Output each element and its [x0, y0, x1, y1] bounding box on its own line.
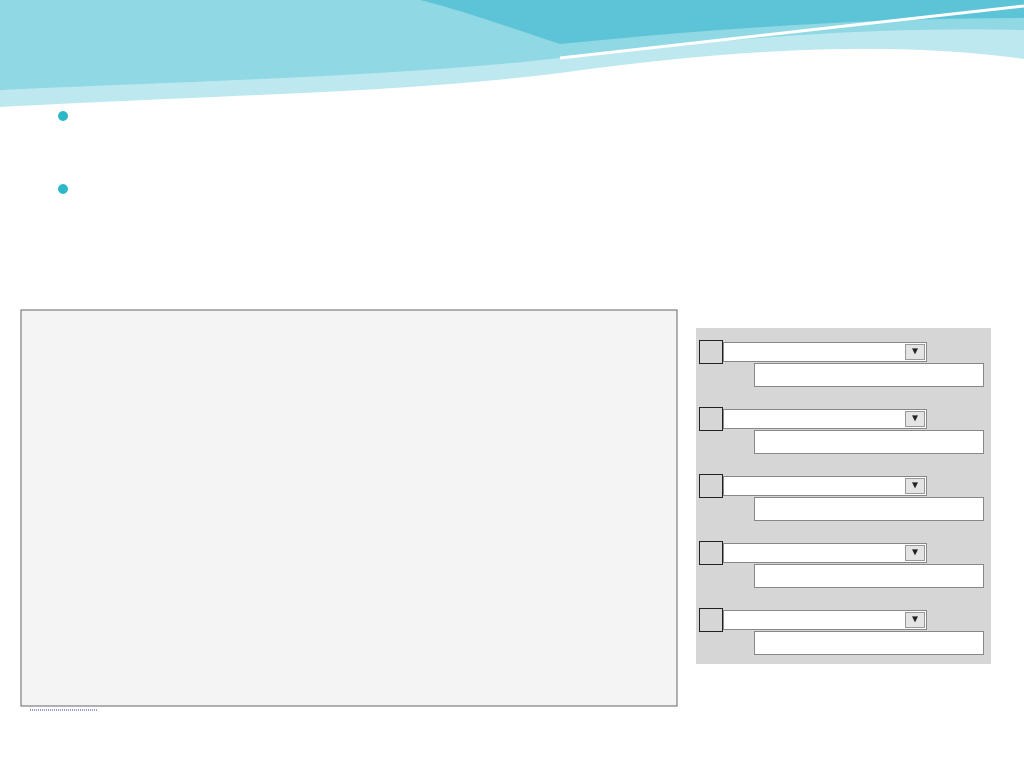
- function-type-dropdown[interactable]: [723, 476, 927, 496]
- chevron-down-icon[interactable]: ▼: [905, 545, 925, 561]
- color-swatch[interactable]: [699, 608, 723, 632]
- expression-input[interactable]: [754, 430, 984, 454]
- chevron-down-icon[interactable]: ▼: [905, 612, 925, 628]
- function-graph[interactable]: [18, 307, 680, 712]
- expression-input[interactable]: [754, 363, 984, 387]
- expression-input[interactable]: [754, 631, 984, 655]
- function-type-dropdown[interactable]: [723, 543, 927, 563]
- function-row: [696, 328, 991, 386]
- function-row: [696, 529, 991, 587]
- color-swatch[interactable]: [699, 541, 723, 565]
- color-swatch[interactable]: [699, 407, 723, 431]
- bullet-dot-icon: [58, 184, 68, 194]
- function-type-dropdown[interactable]: [723, 409, 927, 429]
- function-row: [696, 596, 991, 654]
- function-row: [696, 395, 991, 453]
- color-swatch[interactable]: [699, 340, 723, 364]
- function-type-dropdown[interactable]: [723, 610, 927, 630]
- function-list-panel: [696, 328, 991, 664]
- bullet-dot-icon: [58, 111, 68, 121]
- chevron-down-icon[interactable]: ▼: [905, 478, 925, 494]
- expression-input[interactable]: [754, 497, 984, 521]
- chevron-down-icon[interactable]: ▼: [905, 411, 925, 427]
- chevron-down-icon[interactable]: ▼: [905, 344, 925, 360]
- header-decoration: [0, 0, 1024, 120]
- expression-input[interactable]: [754, 564, 984, 588]
- function-type-dropdown[interactable]: [723, 342, 927, 362]
- function-row: [696, 462, 991, 520]
- color-swatch[interactable]: [699, 474, 723, 498]
